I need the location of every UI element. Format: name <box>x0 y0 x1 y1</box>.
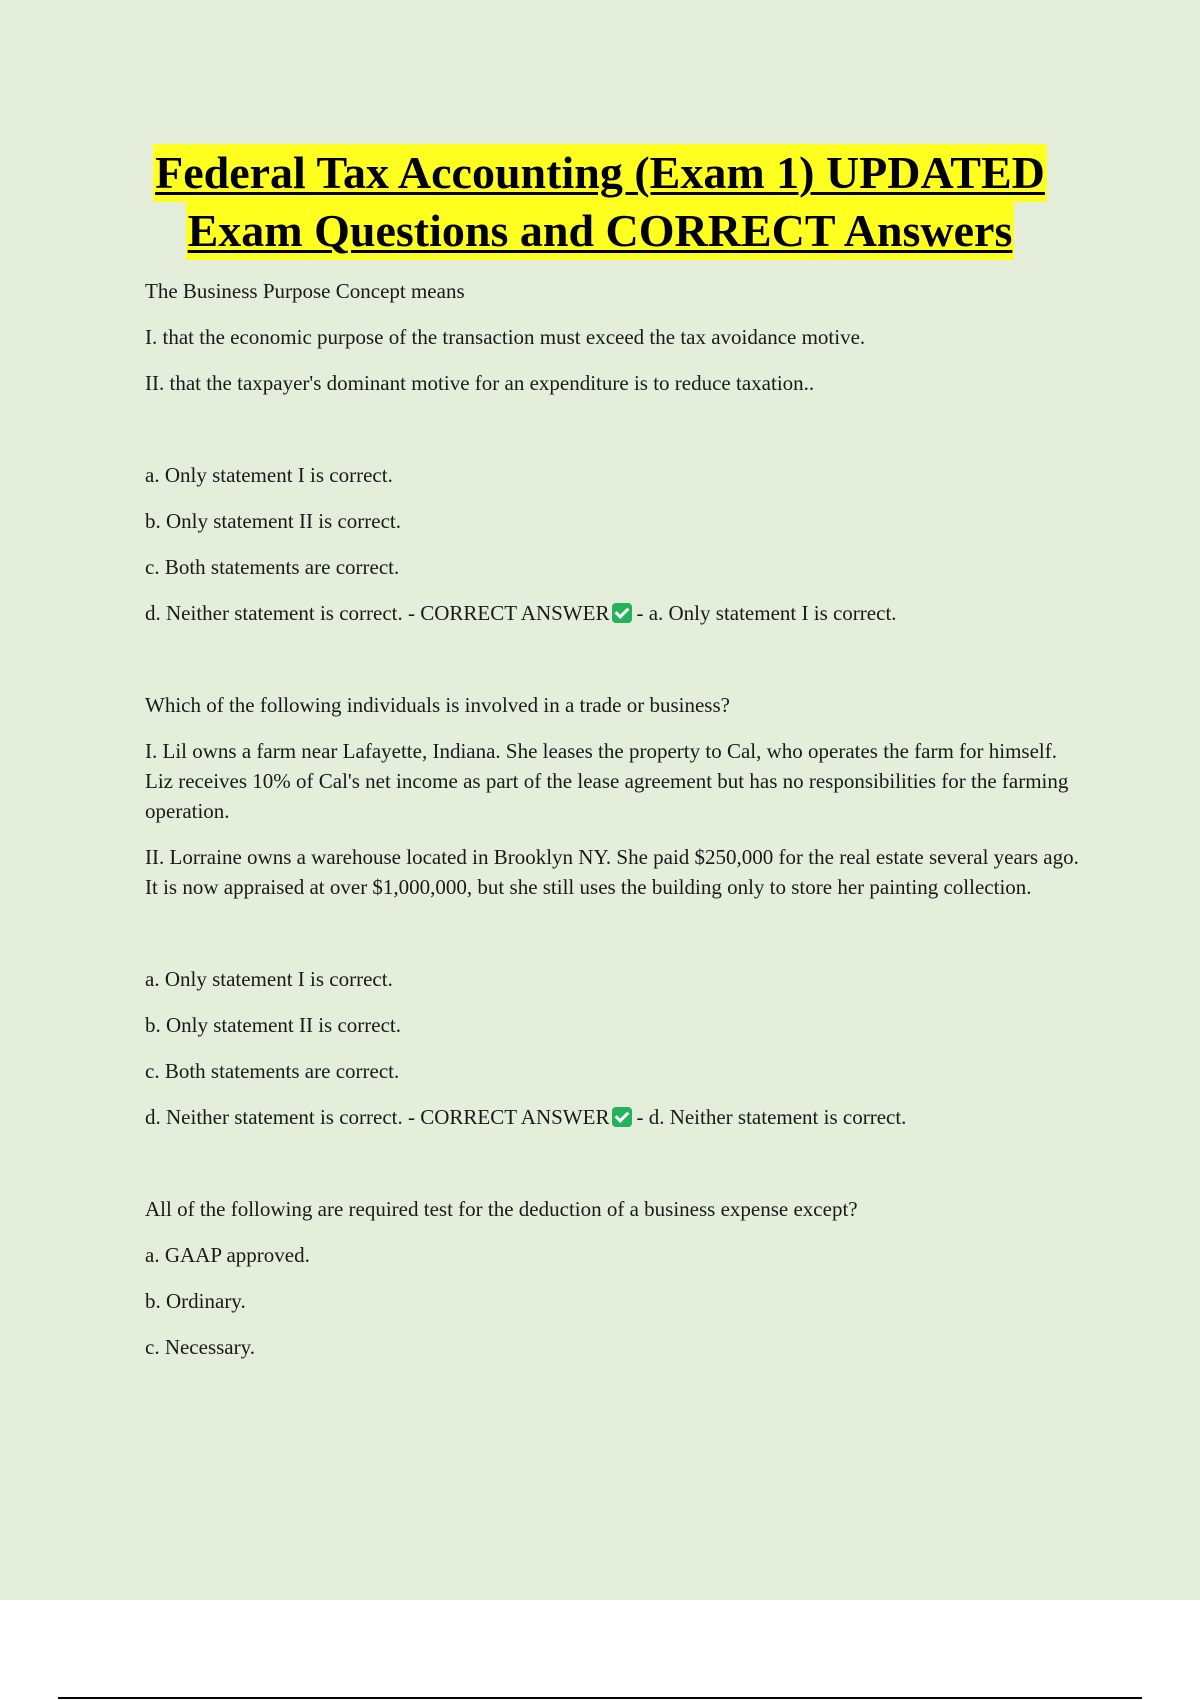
question-text: All of the following are required test for the deduction of a business expense except? <box>145 1197 858 1221</box>
question-block-2 <box>145 690 1080 1132</box>
statement-2: II. that the taxpayer's dominant motive for an expenditure is to reduce taxation.. <box>145 371 815 395</box>
option-d: d. Neither statement is correct. - CORRECT ANSWER <box>145 601 610 625</box>
option-d-with-answer <box>145 1102 1080 1132</box>
option-d-with-answer <box>145 598 1080 628</box>
question-text: Which of the following individuals is involved in a trade or business? <box>145 693 730 717</box>
statement-1: I. that the economic purpose of the transaction must exceed the tax avoidance motive. <box>145 325 866 349</box>
option-b: b. Only statement II is correct. <box>145 1013 401 1037</box>
statement-2: II. Lorraine owns a warehouse located in Brooklyn NY. She paid $250,000 for the real estate several years ago. It is now appraised at over $1,000,000, but she still uses the building only to store her painting collection. <box>145 845 1079 899</box>
option-c: c. Necessary. <box>145 1335 255 1359</box>
title-line-2: Exam Questions and CORRECT Answers <box>186 202 1015 260</box>
footer-divider <box>58 1697 1142 1699</box>
correct-answer: - a. Only statement I is correct. <box>636 601 897 625</box>
option-c: c. Both statements are correct. <box>145 1059 400 1083</box>
option-b: b. Ordinary. <box>145 1289 246 1313</box>
statement-1: I. Lil owns a farm near Lafayette, Indiana. She leases the property to Cal, who operates the farm for himself. Liz receives 10% of Cal's net income as part of the lease agreement but has no responsibilities for the farming operation. <box>145 739 1069 823</box>
option-a: a. GAAP approved. <box>145 1243 310 1267</box>
option-c: c. Both statements are correct. <box>145 555 400 579</box>
correct-answer: - d. Neither statement is correct. <box>636 1105 907 1129</box>
option-d: d. Neither statement is correct. - CORRECT ANSWER <box>145 1105 610 1129</box>
check-box-icon <box>612 603 632 623</box>
title-line-1: Federal Tax Accounting (Exam 1) UPDATED <box>153 144 1047 202</box>
option-b: b. Only statement II is correct. <box>145 509 401 533</box>
check-box-icon <box>612 1107 632 1127</box>
option-a: a. Only statement I is correct. <box>145 463 393 487</box>
question-block-3 <box>145 1194 1080 1362</box>
option-a: a. Only statement I is correct. <box>145 967 393 991</box>
document-title <box>0 144 1200 260</box>
question-text: The Business Purpose Concept means <box>145 279 465 303</box>
question-block-1 <box>145 276 1080 628</box>
document-body <box>145 276 1080 1378</box>
